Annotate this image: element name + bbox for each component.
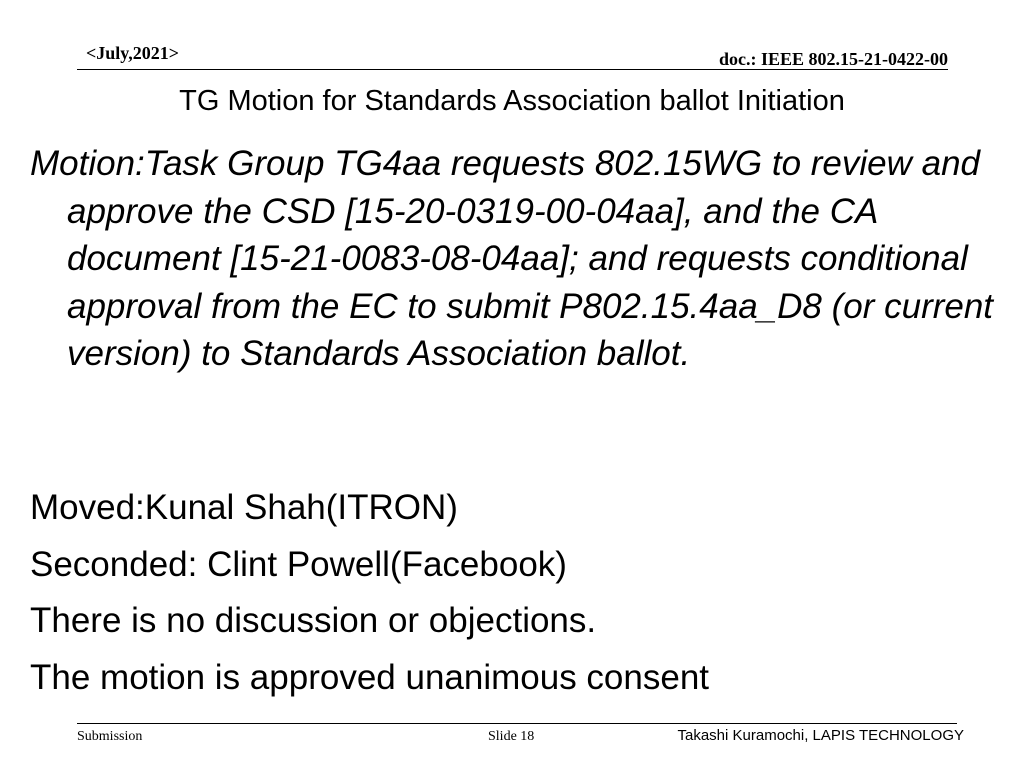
header-divider (77, 69, 948, 70)
seconded-by-line: Seconded: Clint Powell(Facebook) (30, 544, 567, 584)
discussion-line: There is no discussion or objections. (30, 601, 597, 640)
footer-divider (77, 723, 957, 724)
header-document-id: doc.: IEEE 802.15-21-0422-00 (719, 49, 948, 69)
header-date: <July,2021> (86, 43, 180, 63)
slide-title: TG Motion for Standards Association ballot Initiation (179, 85, 845, 117)
footer-slide-number: Slide 18 (488, 729, 535, 744)
motion-details-list (30, 480, 990, 706)
footer-author: Takashi Kuramochi, LAPIS TECHNOLOGY (677, 727, 964, 744)
motion-text: Motion:Task Group TG4aa requests 802.15WG to review and approve the CSD [15-20-0319-00-04aa], and the CA document [15-21-0083-08-04aa]; and requests conditional approval from the EC to submit P802.15.4aa_D8 (or current version) to Standards Association ballot. (30, 144, 994, 373)
moved-by-line: Moved:Kunal Shah(ITRON) (30, 488, 458, 527)
footer-submission: Submission (77, 729, 143, 744)
result-line: The motion is approved unanimous consent (30, 657, 710, 697)
